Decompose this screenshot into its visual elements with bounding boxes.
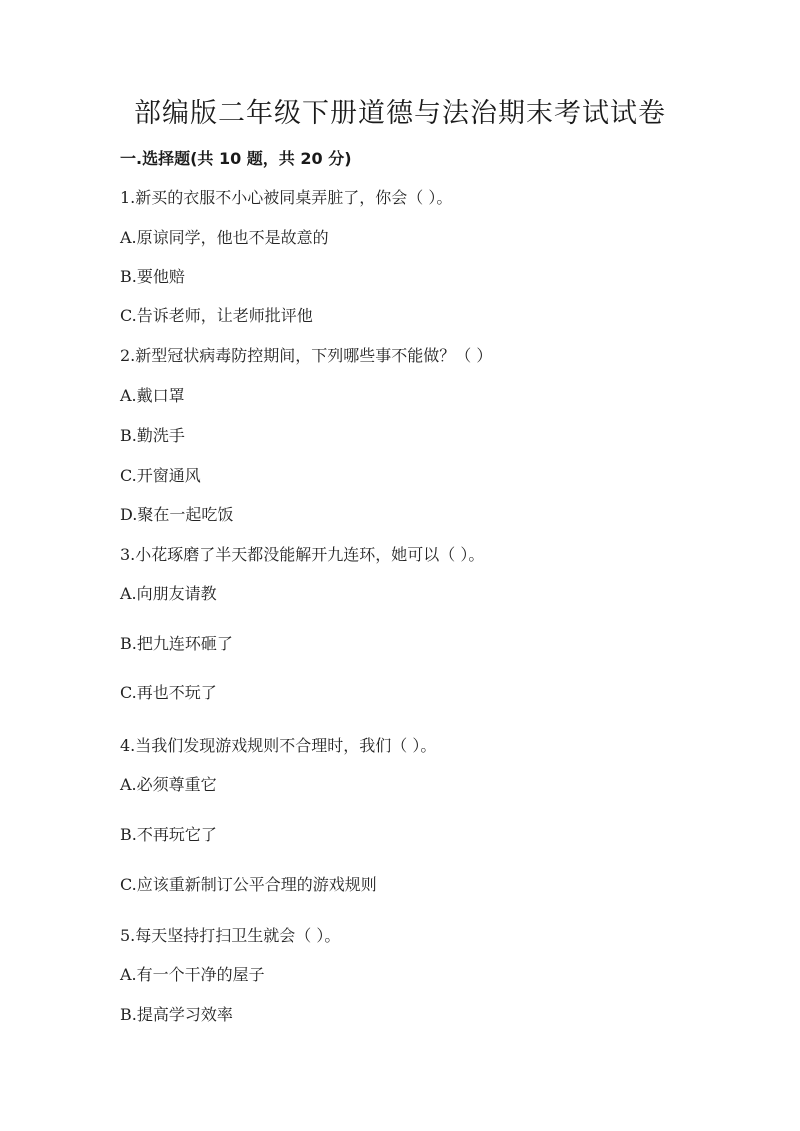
question-2-option-a: A.戴口罩: [120, 386, 185, 405]
question-5-option-a: A.有一个干净的屋子: [120, 965, 265, 984]
question-1-stem: 1.新买的衣服不小心被同桌弄脏了，你会（ ）。: [120, 188, 453, 207]
question-2-stem: 2.新型冠状病毒防控期间，下列哪些事不能做？（ ）: [120, 346, 493, 365]
question-2-option-c: C.开窗通风: [120, 466, 201, 485]
page-title: 部编版二年级下册道德与法治期末考试试卷: [134, 98, 666, 129]
question-3-stem: 3.小花琢磨了半天都没能解开九连环，她可以（ ）。: [120, 545, 485, 564]
question-3-option-c: C.再也不玩了: [120, 683, 217, 702]
question-4-option-a: A.必须尊重它: [120, 775, 217, 794]
question-3-option-b: B.把九连环砸了: [120, 634, 233, 653]
question-4-option-b: B.不再玩它了: [120, 825, 217, 844]
question-4-option-c: C.应该重新制订公平合理的游戏规则: [120, 875, 377, 894]
question-3-option-a: A.向朋友请教: [120, 584, 217, 603]
question-1-option-c: C.告诉老师，让老师批评他: [120, 306, 313, 325]
question-2-option-d: D.聚在一起吃饭: [120, 505, 234, 524]
question-2-option-b: B.勤洗手: [120, 426, 185, 445]
question-4-stem: 4.当我们发现游戏规则不合理时，我们（ ）。: [120, 736, 437, 755]
question-1-option-b: B.要他赔: [120, 267, 185, 286]
question-1-option-a: A.原谅同学，他也不是故意的: [120, 228, 329, 247]
question-5-option-b: B.提高学习效率: [120, 1005, 233, 1024]
section-heading: 一.选择题(共 10 题，共 20 分): [120, 149, 352, 168]
question-5-stem: 5.每天坚持打扫卫生就会（ ）。: [120, 926, 341, 945]
